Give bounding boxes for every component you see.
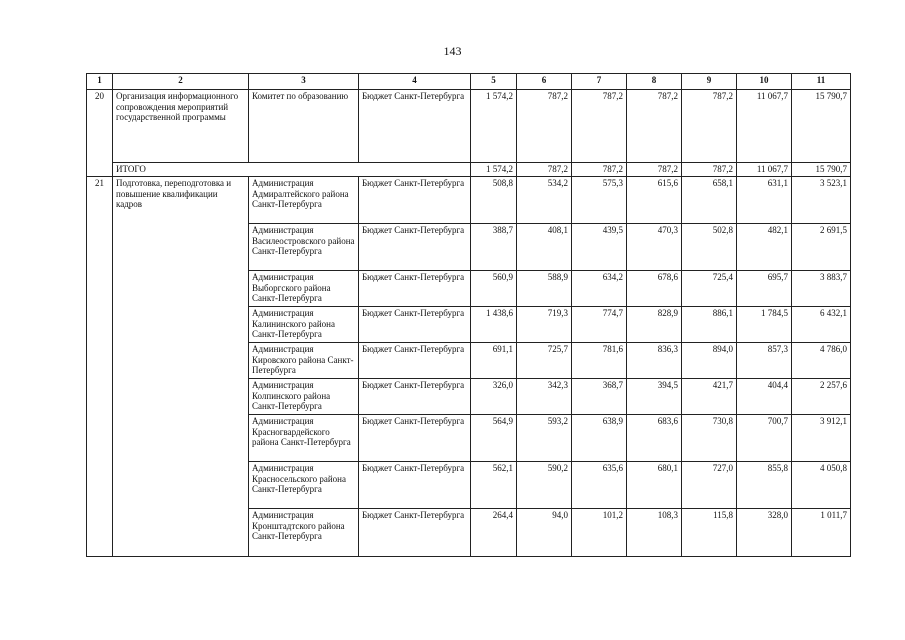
total-value-cell: 787,2 — [682, 163, 737, 177]
table-row — [87, 90, 851, 163]
value-cell: 855,8 — [737, 462, 792, 509]
table-body — [87, 90, 851, 557]
row-number: 21 — [87, 177, 113, 557]
value-cell: 593,2 — [517, 415, 572, 462]
value-cell: 264,4 — [471, 509, 517, 557]
funding-source: Бюджет Санкт-Петербурга — [359, 509, 471, 557]
executor-cell: Администрация Василеостровского района Санкт-Петербурга — [249, 224, 359, 271]
value-cell: 635,6 — [572, 462, 627, 509]
activity-name: Организация информационного сопровождения мероприятий государственной программы — [113, 90, 249, 163]
value-cell: 6 432,1 — [792, 307, 851, 343]
value-cell: 94,0 — [517, 509, 572, 557]
value-cell: 575,3 — [572, 177, 627, 224]
value-cell: 388,7 — [471, 224, 517, 271]
value-cell: 730,8 — [682, 415, 737, 462]
value-cell: 787,2 — [517, 90, 572, 163]
value-cell: 394,5 — [627, 379, 682, 415]
value-cell: 719,3 — [517, 307, 572, 343]
value-cell: 101,2 — [572, 509, 627, 557]
budget-table — [86, 73, 851, 557]
value-cell: 774,7 — [572, 307, 627, 343]
funding-source: Бюджет Санкт-Петербурга — [359, 343, 471, 379]
total-value-cell: 11 067,7 — [737, 163, 792, 177]
funding-source: Бюджет Санкт-Петербурга — [359, 307, 471, 343]
executor-cell: Администрация Кировского района Санкт-Петербурга — [249, 343, 359, 379]
value-cell: 534,2 — [517, 177, 572, 224]
value-cell: 3 912,1 — [792, 415, 851, 462]
value-cell: 638,9 — [572, 415, 627, 462]
value-cell: 700,7 — [737, 415, 792, 462]
value-cell: 634,2 — [572, 271, 627, 307]
value-cell: 326,0 — [471, 379, 517, 415]
value-cell: 404,4 — [737, 379, 792, 415]
value-cell: 439,5 — [572, 224, 627, 271]
value-cell: 725,4 — [682, 271, 737, 307]
value-cell: 368,7 — [572, 379, 627, 415]
value-cell: 680,1 — [627, 462, 682, 509]
value-cell: 588,9 — [517, 271, 572, 307]
value-cell: 3 523,1 — [792, 177, 851, 224]
total-label: ИТОГО — [113, 163, 471, 177]
total-row — [87, 163, 851, 177]
value-cell: 725,7 — [517, 343, 572, 379]
value-cell: 560,9 — [471, 271, 517, 307]
value-cell: 502,8 — [682, 224, 737, 271]
value-cell: 11 067,7 — [737, 90, 792, 163]
value-cell: 1 011,7 — [792, 509, 851, 557]
column-header: 11 — [792, 74, 851, 90]
table-row — [87, 177, 851, 224]
total-value-cell: 787,2 — [627, 163, 682, 177]
total-value-cell: 15 790,7 — [792, 163, 851, 177]
value-cell: 108,3 — [627, 509, 682, 557]
executor-cell: Администрация Калининского района Санкт-Петербурга — [249, 307, 359, 343]
value-cell: 564,9 — [471, 415, 517, 462]
value-cell: 482,1 — [737, 224, 792, 271]
value-cell: 787,2 — [682, 90, 737, 163]
value-cell: 3 883,7 — [792, 271, 851, 307]
value-cell: 562,1 — [471, 462, 517, 509]
value-cell: 894,0 — [682, 343, 737, 379]
value-cell: 590,2 — [517, 462, 572, 509]
value-cell: 658,1 — [682, 177, 737, 224]
column-header: 10 — [737, 74, 792, 90]
value-cell: 508,8 — [471, 177, 517, 224]
total-value-cell: 787,2 — [517, 163, 572, 177]
value-cell: 781,6 — [572, 343, 627, 379]
value-cell: 886,1 — [682, 307, 737, 343]
value-cell: 691,1 — [471, 343, 517, 379]
value-cell: 1 574,2 — [471, 90, 517, 163]
column-header: 9 — [682, 74, 737, 90]
value-cell: 15 790,7 — [792, 90, 851, 163]
column-header: 6 — [517, 74, 572, 90]
value-cell: 4 050,8 — [792, 462, 851, 509]
value-cell: 787,2 — [627, 90, 682, 163]
value-cell: 408,1 — [517, 224, 572, 271]
value-cell: 836,3 — [627, 343, 682, 379]
value-cell: 470,3 — [627, 224, 682, 271]
funding-source: Бюджет Санкт-Петербурга — [359, 271, 471, 307]
value-cell: 828,9 — [627, 307, 682, 343]
column-header: 2 — [113, 74, 249, 90]
value-cell: 1 784,5 — [737, 307, 792, 343]
header-row — [87, 74, 851, 90]
column-header: 7 — [572, 74, 627, 90]
value-cell: 727,0 — [682, 462, 737, 509]
total-value-cell: 1 574,2 — [471, 163, 517, 177]
value-cell: 421,7 — [682, 379, 737, 415]
value-cell: 787,2 — [572, 90, 627, 163]
value-cell: 115,8 — [682, 509, 737, 557]
column-header: 8 — [627, 74, 682, 90]
column-header: 1 — [87, 74, 113, 90]
value-cell: 695,7 — [737, 271, 792, 307]
value-cell: 328,0 — [737, 509, 792, 557]
funding-source: Бюджет Санкт-Петербурга — [359, 177, 471, 224]
executor-cell: Администрация Выборгского района Санкт-Петербурга — [249, 271, 359, 307]
funding-source: Бюджет Санкт-Петербурга — [359, 379, 471, 415]
value-cell: 2 257,6 — [792, 379, 851, 415]
funding-source: Бюджет Санкт-Петербурга — [359, 415, 471, 462]
column-header: 4 — [359, 74, 471, 90]
value-cell: 4 786,0 — [792, 343, 851, 379]
value-cell: 631,1 — [737, 177, 792, 224]
executor-cell: Администрация Колпинского района Санкт-Петербурга — [249, 379, 359, 415]
executor-cell: Администрация Красногвардейского района Санкт-Петербурга — [249, 415, 359, 462]
column-header: 3 — [249, 74, 359, 90]
value-cell: 2 691,5 — [792, 224, 851, 271]
funding-source: Бюджет Санкт-Петербурга — [359, 462, 471, 509]
funding-source: Бюджет Санкт-Петербурга — [359, 224, 471, 271]
value-cell: 683,6 — [627, 415, 682, 462]
value-cell: 342,3 — [517, 379, 572, 415]
executor-cell: Администрация Красносельского района Санкт-Петербурга — [249, 462, 359, 509]
total-value-cell: 787,2 — [572, 163, 627, 177]
executor-cell: Администрация Адмиралтейского района Санкт-Петербурга — [249, 177, 359, 224]
page-number: 143 — [443, 44, 462, 58]
value-cell: 857,3 — [737, 343, 792, 379]
row-number: 20 — [87, 90, 113, 177]
value-cell: 615,6 — [627, 177, 682, 224]
executor-cell: Комитет по образованию — [249, 90, 359, 163]
executor-cell: Администрация Кронштадтского района Санкт-Петербурга — [249, 509, 359, 557]
funding-source: Бюджет Санкт-Петербурга — [359, 90, 471, 163]
value-cell: 678,6 — [627, 271, 682, 307]
column-header: 5 — [471, 74, 517, 90]
value-cell: 1 438,6 — [471, 307, 517, 343]
activity-name: Подготовка, переподготовка и повышение квалификации кадров — [113, 177, 249, 557]
